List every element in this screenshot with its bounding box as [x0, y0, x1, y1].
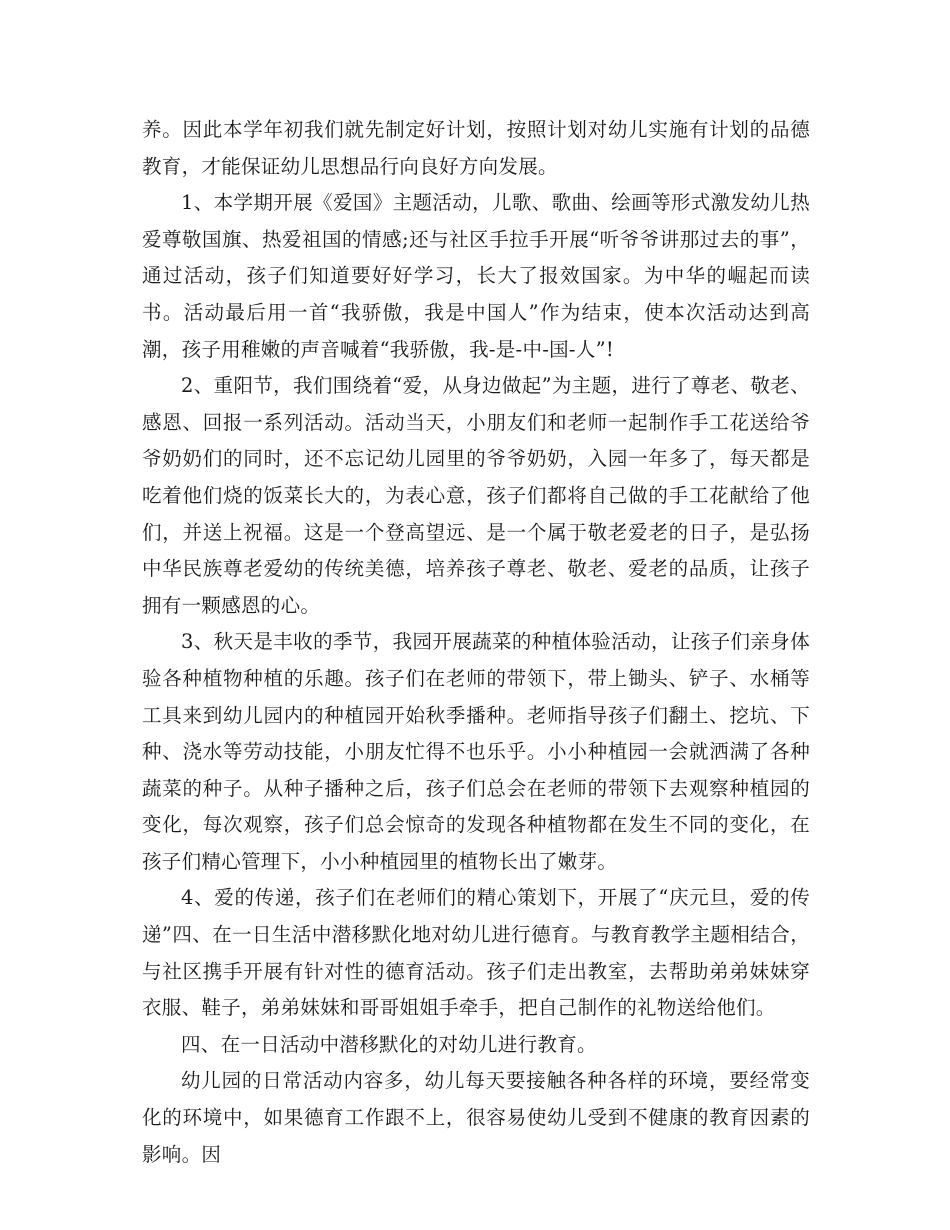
paragraph-item-1-patriotism: 1、本学期开展《爱国》主题活动，儿歌、歌曲、绘画等形式激发幼儿热爱尊敬国旗、热爱祖国的情感;还与社区手拉手开展“听爷爷讲那过去的事”，通过活动，孩子们知道要好好学习，长大了报效国家。为中华的崛起而读书。活动最后用一首“我骄傲，我是中国人”作为结束，使本次活动达到高潮，孩子用稚嫩的声音喊着“我骄傲，我-是-中-国-人”! — [142, 191, 810, 361]
paragraph-item-3-planting: 3、秋天是丰收的季节，我园开展蔬菜的种植体验活动，让孩子们亲身体验各种植物种植的乐趣。孩子们在老师的带领下，带上锄头、铲子、水桶等工具来到幼儿园内的种植园开始秋季播种。老师指导孩子们翻土、挖坑、下种、浇水等劳动技能，小朋友忙得不也乐乎。小小种植园一会就洒满了各种蔬菜的种子。从种子播种之后，孩子们总会在老师的带领下去观察种植园的变化，每次观察，孩子们总会惊奇的发现各种植物都在发生不同的变化，在孩子们精心管理下，小小种植园里的植物长出了嫩芽。 — [142, 630, 810, 873]
document-body — [142, 112, 810, 1173]
section-heading-daily-education: 四、在一日活动中潜移默化的对幼儿进行教育。 — [181, 1032, 597, 1056]
paragraph-item-2-double-ninth: 2、重阳节，我们围绕着“爱，从身边做起”为主题，进行了尊老、敬老、感恩、回报一系列活动。活动当天，小朋友们和老师一起制作手工花送给爷爷奶奶们的同时，还不忘记幼儿园里的爷爷奶奶，入园一年多了，每天都是吃着他们烧的饭菜长大的，为表心意，孩子们都将自己做的手工花献给了他们，并送上祝福。这是一个登高望远、是一个属于敬老爱老的日子，是弘扬中华民族尊老爱幼的传统美德，培养孩子尊老、敬老、爱老的品质，让孩子拥有一颗感恩的心。 — [142, 374, 810, 617]
paragraph-daily-activities: 幼儿园的日常活动内容多，幼儿每天要接触各种各样的环境，要经常变化的环境中，如果德育工作跟不上，很容易使幼儿受到不健康的教育因素的影响。因 — [142, 1069, 810, 1166]
paragraph-intro-continuation: 养。因此本学年初我们就先制定好计划，按照计划对幼儿实施有计划的品德教育，才能保证幼儿思想品行向良好方向发展。 — [142, 118, 810, 178]
paragraph-item-4-love-passing: 4、爱的传递，孩子们在老师们的精心策划下，开展了“庆元旦，爱的传递”四、在一日生活中潜移默化地对幼儿进行德育。与教育教学主题相结合，与社区携手开展有针对性的德育活动。孩子们走出教室，去帮助弟弟妹妹穿衣服、鞋子，弟弟妹妹和哥哥姐姐手牵手，把自己制作的礼物送给他们。 — [142, 886, 810, 1020]
